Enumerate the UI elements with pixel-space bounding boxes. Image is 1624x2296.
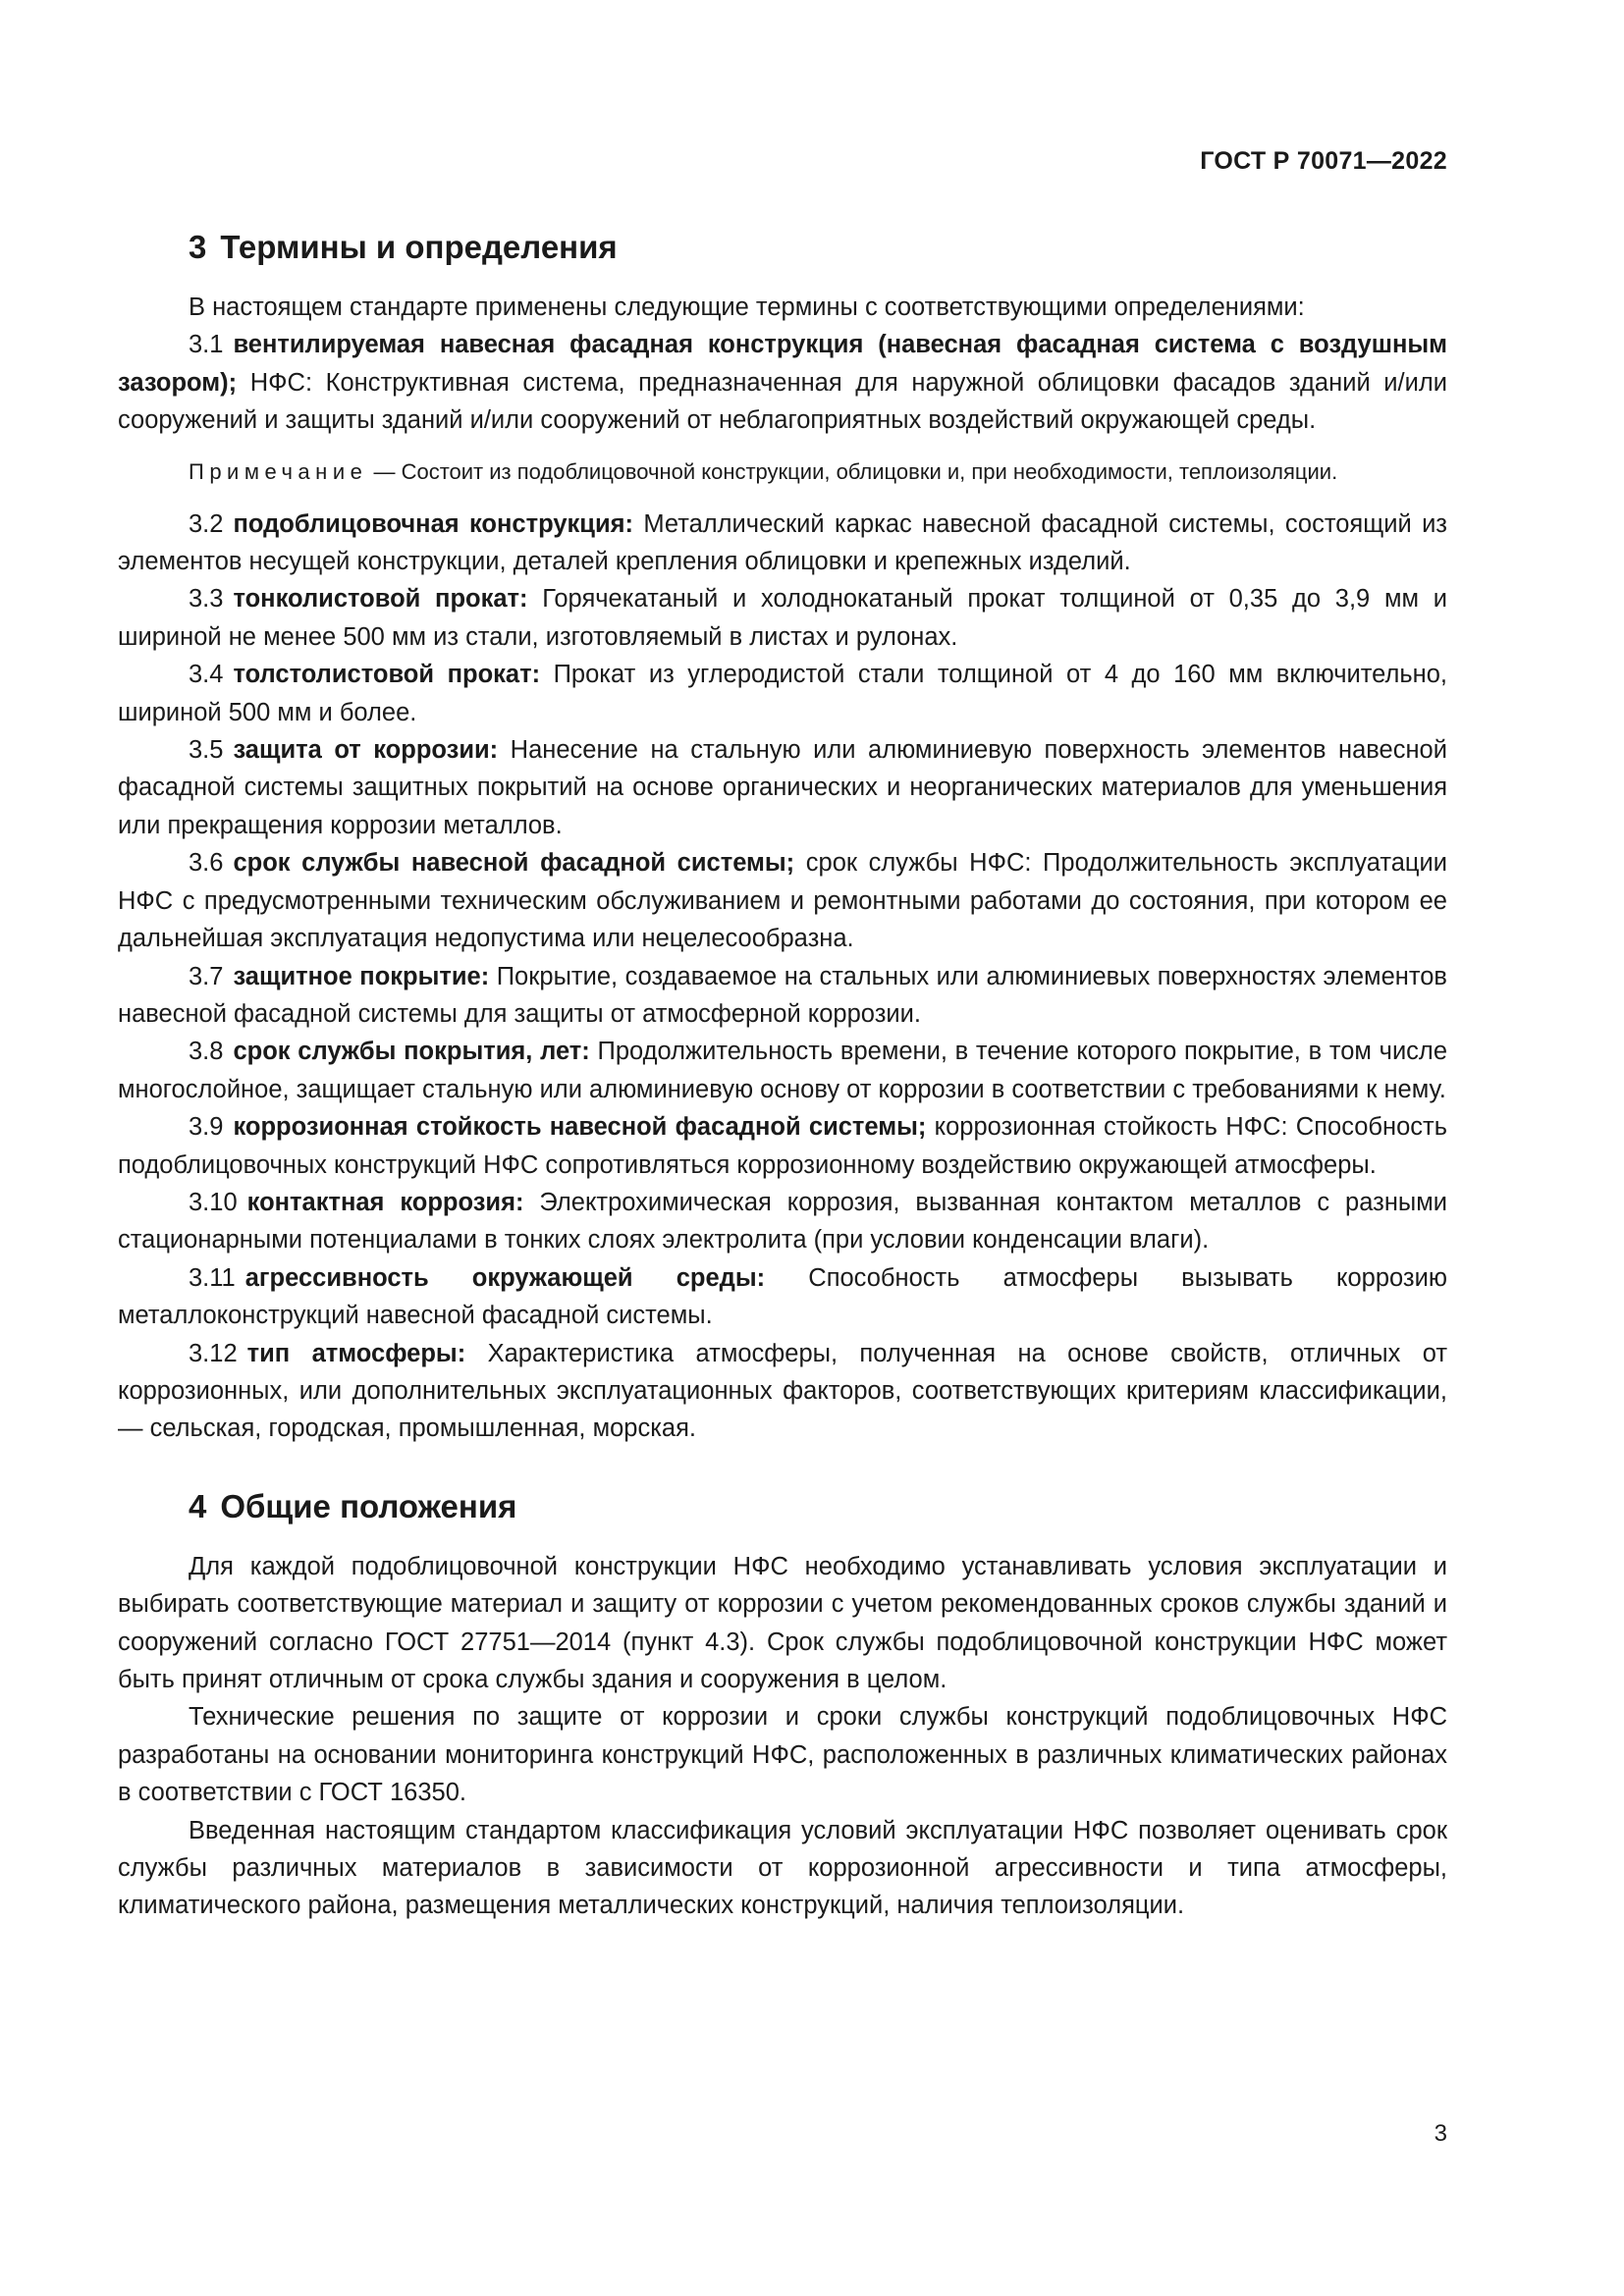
term-3-6 <box>118 844 1447 957</box>
document-code: ГОСТ Р 70071—2022 <box>1200 147 1447 175</box>
term-number: 3.11 <box>189 1263 236 1292</box>
term-name: срок службы покрытия, лет: <box>233 1038 590 1066</box>
page-number: 3 <box>1434 2120 1447 2147</box>
term-number: 3.2 <box>189 509 224 538</box>
term-name: срок службы навесной фасадной системы; <box>233 849 795 878</box>
term-definition: Прокат из углеродистой стали толщиной от 4 до 160 мм включительно, шириной 500 мм и более. <box>118 661 1447 726</box>
term-number: 3.6 <box>189 849 224 878</box>
term-3-5 <box>118 731 1447 844</box>
term-definition: коррозионная стойкость НФС: Способность подоблицовочных конструкций НФС сопротивляться коррозионному воздействию окружающей атмосферы. <box>118 1113 1447 1179</box>
section-number: 3 <box>189 229 207 265</box>
note-label: Примечание <box>189 458 368 484</box>
document-page <box>118 0 1447 2296</box>
term-definition: Горячекатаный и холоднокатаный прокат толщиной от 0,35 до 3,9 мм и шириной не менее 500 мм из стали, изготовляемый в листах и рулонах. <box>118 585 1447 651</box>
term-name: тонколистовой прокат: <box>233 585 528 614</box>
term-number: 3.5 <box>189 736 224 765</box>
term-definition: Продолжительность времени, в течение которого покрытие, в том числе многослойное, защищает стальную или алюминиевую основу от коррозии в соответствии с требованиями к нему. <box>118 1038 1447 1103</box>
term-3-11 <box>118 1259 1447 1335</box>
term-definition: Характеристика атмосферы, полученная на основе свойств, отличных от коррозионных, или дополнительных эксплуатационных факторов, соответствующих критериям классификации, — сельская, городская, промышленная, морская. <box>118 1339 1447 1443</box>
section-4-paragraph: Для каждой подоблицовочной конструкции НФС необходимо устанавливать условия эксплуатации и выбирать соответствующие материал и защиту от коррозии с учетом рекомендованных сроков службы зданий и сооружений согласно ГОСТ 27751—2014 (пункт 4.3). Срок службы подоблицовочной конструкции НФС может быть принят отличным от срока службы здания и сооружения в целом. <box>118 1552 1447 1693</box>
section-title: Общие положения <box>220 1487 517 1524</box>
term-number: 3.8 <box>189 1038 224 1066</box>
term-3-3 <box>118 580 1447 656</box>
term-definition: Покрытие, создаваемое на стальных или алюминиевых поверхностях элементов навесной фасадной системы для защиты от атмосферной коррозии. <box>118 962 1447 1028</box>
section-4-heading <box>118 1477 1447 1536</box>
term-name: защита от коррозии: <box>233 736 499 765</box>
term-name: подоблицовочная конструкция: <box>233 509 633 538</box>
term-definition: Электрохимическая коррозия, вызванная контактом металлов с разными стационарными потенциалами в тонких слоях электролита (при условии конденсации влаги). <box>118 1188 1448 1255</box>
term-3-7 <box>118 958 1447 1034</box>
term-name: защитное покрытие: <box>233 962 490 990</box>
term-definition: срок службы НФС: Продолжительность эксплуатации НФС с предусмотренными техническим обслуживанием и ремонтными работами до состояния, при котором ее дальнейшая эксплуатация недопустима или нецелесообразна. <box>118 849 1447 953</box>
term-name: тип атмосферы: <box>246 1339 466 1367</box>
term-3-8 <box>118 1033 1447 1108</box>
note-text: — Состоит из подоблицовочной конструкции, облицовки и, при необходимости, теплоизоляции. <box>367 458 1338 484</box>
term-name: коррозионная стойкость навесной фасадной системы; <box>233 1113 927 1142</box>
term-name: вентилируемая навесная фасадная конструкция (навесная фасадная система с воздушным зазором); <box>118 331 1447 397</box>
term-3-1 <box>118 326 1447 439</box>
section-title: Термины и определения <box>220 229 618 265</box>
term-number: 3.1 <box>189 331 224 359</box>
section-number: 4 <box>189 1487 207 1524</box>
term-definition: Способность атмосферы вызывать коррозию металлоконструкций навесной фасадной системы. <box>118 1263 1447 1330</box>
section-3-intro: В настоящем стандарте применены следующие термины с соответствующими определениями: <box>189 294 1305 321</box>
term-number: 3.10 <box>189 1188 238 1216</box>
term-number: 3.9 <box>189 1113 224 1142</box>
term-definition: Нанесение на стальную или алюминиевую поверхность элементов навесной фасадной системы защитных покрытий на основе органических и неорганических материалов для уменьшения или прекращения коррозии металлов. <box>118 736 1447 839</box>
section-3-heading <box>118 218 1447 277</box>
term-3-10 <box>118 1184 1447 1259</box>
section-4-paragraph: Технические решения по защите от коррозии и сроки службы конструкций подоблицовочных НФС разработаны на основании мониторинга конструкций НФС, расположенных в различных климатических районах в соответствии с ГОСТ 16350. <box>118 1703 1447 1807</box>
term-number: 3.12 <box>189 1339 238 1367</box>
term-name: контактная коррозия: <box>246 1188 524 1216</box>
section-4-paragraph: Введенная настоящим стандартом классификация условий эксплуатации НФС позволяет оценивать срок службы различных материалов в зависимости от коррозионной агрессивности и типа атмосферы, климатического района, размещения металлических конструкций, наличия теплоизоляции. <box>118 1816 1447 1920</box>
term-number: 3.4 <box>189 661 224 689</box>
term-definition: НФС: Конструктивная система, предназначенная для наружной облицовки фасадов зданий и/или сооружений и защиты зданий и/или сооружений от неблагоприятных воздействий окружающей среды. <box>118 368 1447 435</box>
page-content <box>118 218 1447 1925</box>
term-name: агрессивность окружающей среды: <box>244 1263 766 1292</box>
note <box>118 455 1447 488</box>
term-definition: Металлический каркас навесной фасадной системы, состоящий из элементов несущей конструкции, деталей крепления облицовки и крепежных изделий. <box>118 509 1448 576</box>
term-3-9 <box>118 1108 1447 1184</box>
term-3-4 <box>118 656 1447 731</box>
term-number: 3.7 <box>189 962 224 990</box>
term-3-2 <box>118 506 1447 581</box>
term-name: толстолистовой прокат: <box>233 661 541 689</box>
term-3-12 <box>118 1335 1447 1448</box>
term-number: 3.3 <box>189 585 224 614</box>
